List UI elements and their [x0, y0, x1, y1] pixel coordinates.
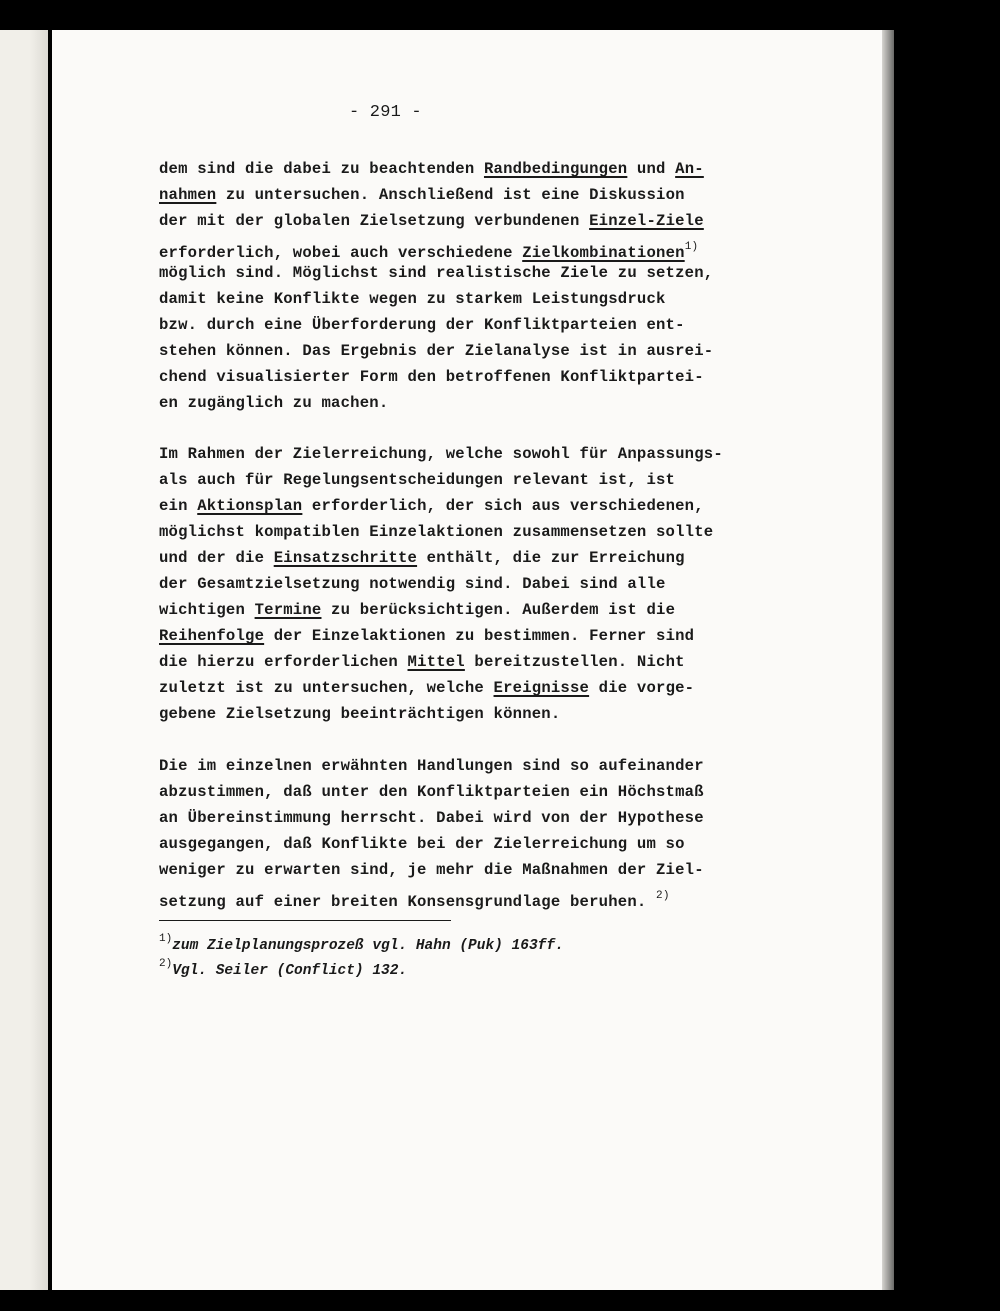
footnote-divider	[159, 920, 451, 921]
para1-line-6: damit keine Konflikte wegen zu starkem Leistungsdruck	[159, 290, 666, 308]
para2-line-8: Reihenfolge der Einzelaktionen zu bestimmen. Ferner sind	[159, 627, 695, 645]
footnote-1: $^{1)}$zum Zielplanungsprozeß vgl. Hahn (Puk) 163ff.	[159, 933, 564, 954]
term-randbedingungen: Randbedingungen	[483, 160, 628, 178]
para1-line-9: chend visualisierter Form den betroffenen Konfliktpartei-	[159, 368, 704, 386]
page-number: - 291 -	[349, 103, 422, 122]
para2-line-4: möglichst kompatiblen Einzelaktionen zusammensetzen sollte	[159, 523, 714, 541]
footnote-2: $^{2)}$Vgl. Seiler (Conflict) 132.	[159, 958, 408, 979]
para1-line-5: möglich sind. Möglichst sind realistische Ziele zu setzen,	[159, 264, 714, 282]
footnote-ref-1: 1)	[684, 241, 699, 253]
para1-line-2: nahmen zu untersuchen. Anschließend ist eine Diskussion	[159, 186, 685, 204]
para1-line-1: dem sind die dabei zu beachtenden Randbedingungen und An-	[159, 160, 704, 178]
para3-line-1: Die im einzelnen erwähnten Handlungen sind so aufeinander	[159, 757, 704, 775]
page-shadow	[882, 30, 894, 1290]
para3-line-2: abzustimmen, daß unter den Konfliktparteien ein Höchstmaß	[159, 783, 704, 801]
term-termine: Termine	[254, 601, 322, 619]
term-einsatzschritte: Einsatzschritte	[273, 549, 418, 567]
term-mittel: Mittel	[407, 653, 465, 671]
para2-line-5: und der die Einsatzschritte enthält, die zur Erreichung	[159, 549, 685, 567]
para3-line-3: an Übereinstimmung herrscht. Dabei wird von der Hypothese	[159, 809, 704, 827]
para1-line-10: en zugänglich zu machen.	[159, 394, 389, 412]
para3-line-6: setzung auf einer breiten Konsensgrundlage beruhen. $^{2)}$	[159, 890, 670, 911]
term-reihenfolge: Reihenfolge	[159, 627, 265, 645]
para2-line-9: die hierzu erforderlichen Mittel bereitzustellen. Nicht	[159, 653, 685, 671]
para1-line-7: bzw. durch eine Überforderung der Konfliktparteien ent-	[159, 316, 685, 334]
term-zielkombinationen: Zielkombinationen	[522, 244, 685, 262]
para3-line-4: ausgegangen, daß Konflikte bei der Zielerreichung um so	[159, 835, 685, 853]
para1-line-4: erforderlich, wobei auch verschiedene Zielkombinationen$^{1)}$	[159, 241, 699, 262]
para2-line-10: zuletzt ist zu untersuchen, welche Ereignisse die vorge-	[159, 679, 695, 697]
footnote-ref-2: 2)	[656, 890, 670, 902]
para1-line-3: der mit der globalen Zielsetzung verbundenen Einzel-Ziele	[159, 212, 704, 230]
term-ereignisse: Ereignisse	[493, 679, 590, 697]
para3-line-5: weniger zu erwarten sind, je mehr die Maßnahmen der Ziel-	[159, 861, 704, 879]
para2-line-11: gebene Zielsetzung beeinträchtigen können.	[159, 705, 561, 723]
para2-line-6: der Gesamtzielsetzung notwendig sind. Dabei sind alle	[159, 575, 666, 593]
term-annahmen: nahmen	[159, 186, 217, 204]
term-aktionsplan: Aktionsplan	[197, 497, 303, 515]
para1-line-8: stehen können. Das Ergebnis der Zielanalyse ist in ausrei-	[159, 342, 714, 360]
para2-line-1: Im Rahmen der Zielerreichung, welche sowohl für Anpassungs-	[159, 445, 723, 463]
para2-line-2: als auch für Regelungsentscheidungen relevant ist, ist	[159, 471, 676, 489]
term-einzel-ziele: Einzel-Ziele	[589, 212, 704, 230]
facing-page-edge	[30, 30, 48, 1290]
para2-line-3: ein Aktionsplan erforderlich, der sich aus verschiedenen,	[159, 497, 704, 515]
para2-line-7: wichtigen Termine zu berücksichtigen. Außerdem ist die	[159, 601, 676, 619]
